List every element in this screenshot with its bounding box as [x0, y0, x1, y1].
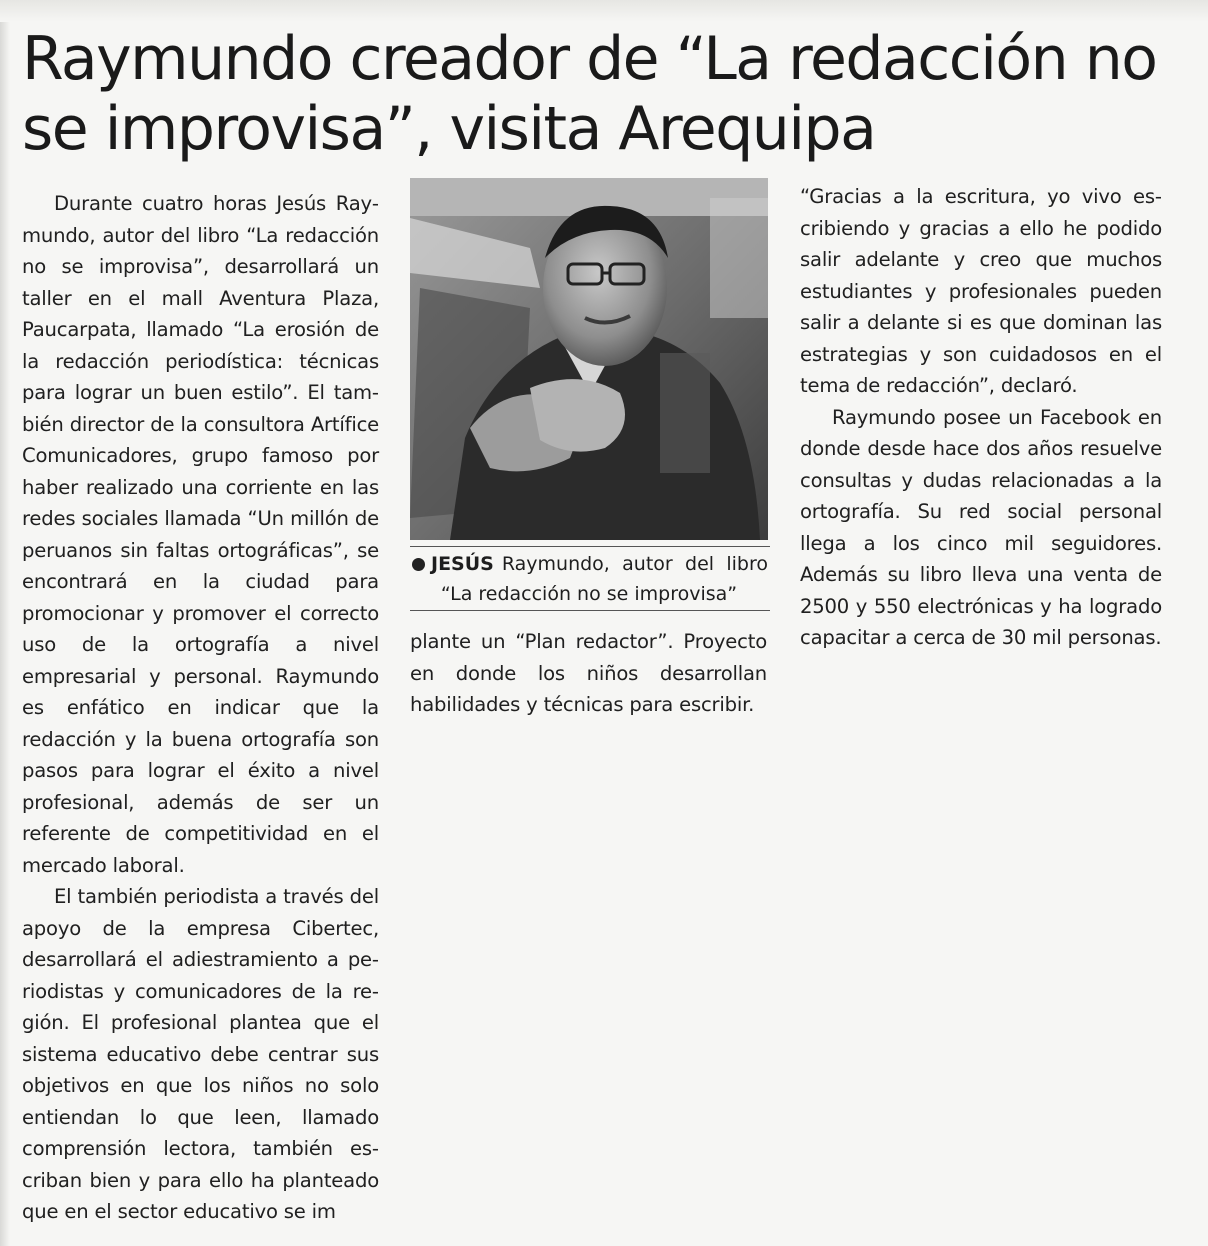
- paragraph: El también periodista a través del apoyo de la empresa Cibertec, desarrollará el adiestramiento a periodistas y comunicadores de la región. El profesional plantea que el sistema educativo debe centrar sus objetivos en que los niños no solo entiendan lo que leen, llamado comprensión lectora, también escriban bien y para ello ha planteado que en el sector educativo se im: [22, 885, 379, 1223]
- caption-rule-top: [410, 546, 770, 547]
- scan-top-bleed: [0, 0, 1208, 22]
- paragraph: Durante cuatro horas Jesús Raymundo, autor del libro “La redacción no se improvisa”, desarrollará un taller en el mall Aventura Plaza, Paucarpata, llamado “La erosión de la redacción periodística: técnicas para lograr un buen estilo”. El también director de la consultora Artífice Comunicadores, grupo famoso por haber realizado una corriente en las redes sociales llamada “Un millón de peruanos sin faltas ortográficas”, se encontrará en la ciudad para promocionar y promover el correcto uso de la ortografía a nivel empresarial y personal. Raymundo es enfático en indicar que la redacción y la buena ortografía son pasos para lograr el éxito a nivel profesional, además de ser un referente de competitividad en el mercado laboral.: [22, 192, 379, 877]
- article-column-3: [800, 181, 1162, 654]
- caption-line-2: “La redacción no se improvisa”: [440, 583, 738, 605]
- paragraph: “Gracias a la escritura, yo vivo escribiendo y gracias a ello he podido salir adelante y creo que muchos estudiantes y profesionales pueden salir a delante si es que dominan las estrategias y son cuidadosos en el tema de redacción”, declaró.: [800, 185, 1162, 397]
- paragraph: Raymundo posee un Facebook en donde desde hace dos años resuelve consultas y dudas relacionadas a la ortografía. Su red social personal llega a los cinco mil seguidores. Además su libro lleva una venta de 2500 y 550 electrónicas y ha logrado capacitar a cerca de 30 mil personas.: [800, 405, 1162, 649]
- article-headline: Raymundo creador de “La redacción no se improvisa”, visita Arequipa: [22, 24, 1157, 164]
- caption-name: JESÚS: [431, 553, 494, 575]
- bullet-icon: [412, 558, 425, 571]
- author-photo-illustration: [410, 178, 768, 540]
- paragraph: plante un “Plan redactor”. Proyecto en donde los niños desarrollan habilidades y técnicas para escribir.: [410, 630, 767, 716]
- article-column-2: [410, 626, 767, 721]
- author-photo: [410, 178, 768, 540]
- photo-caption: [410, 550, 768, 608]
- caption-line-1: Raymundo, autor del libro: [501, 553, 768, 575]
- article-column-1: [22, 188, 379, 1228]
- caption-rule-bottom: [410, 610, 770, 611]
- scan-left-edge: [0, 0, 10, 1246]
